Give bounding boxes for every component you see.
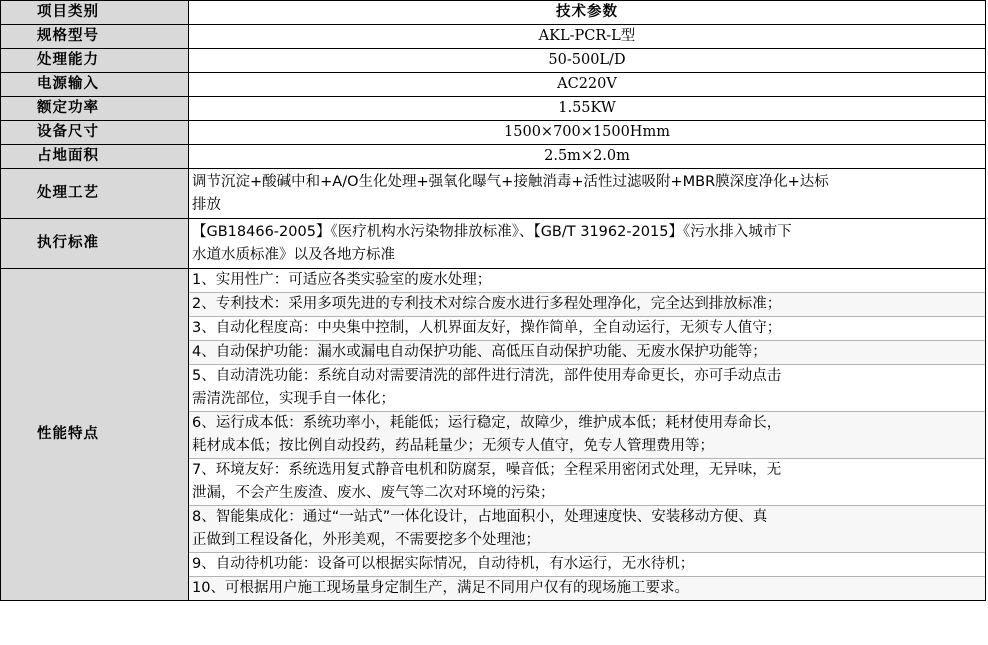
spec-row-rated-power xyxy=(1,97,986,121)
row-key: 规格型号 xyxy=(1,25,189,49)
process-line: 调节沉淀+酸碱中和+A/O生化处理+强氧化曝气+接触消毒+活性过滤吸附+MBR膜深度净化+达标 xyxy=(192,173,829,190)
feature-line: 1、实用性广：可适应各类实验室的废水处理； xyxy=(192,272,492,288)
feature-line: 5、自动清洗功能：系统自动对需要清洗的部件进行清洗，部件使用寿命更长，亦可手动点击 xyxy=(192,368,782,384)
row-key: 设备尺寸 xyxy=(1,121,189,145)
row-value: AKL-PCR-L型 xyxy=(189,25,986,49)
feature-item xyxy=(189,412,985,459)
row-value: 1.55KW xyxy=(189,97,986,121)
row-value: 1500×700×1500Hmm xyxy=(189,121,986,145)
feature-line: 6、运行成本低：系统功率小，耗能低；运行稳定，故障少，维护成本低；耗材使用寿命长， xyxy=(192,415,782,431)
spec-row-capacity xyxy=(1,49,986,73)
feature-item xyxy=(189,365,985,412)
spec-row-process xyxy=(1,169,986,219)
spec-row-dimensions xyxy=(1,121,986,145)
standard-value xyxy=(189,219,986,269)
row-key: 处理能力 xyxy=(1,49,189,73)
feature-line: 10、可根据用户施工现场量身定制生产，满足不同用户仅有的现场施工要求。 xyxy=(192,580,689,596)
spec-row-model xyxy=(1,25,986,49)
spec-row-footprint xyxy=(1,145,986,169)
feature-line: 4、自动保护功能：漏水或漏电自动保护功能、高低压自动保护功能、无废水保护功能等； xyxy=(192,344,767,360)
feature-line: 正做到工程设备化，外形美观，不需要挖多个处理池； xyxy=(192,532,540,548)
row-key: 占地面积 xyxy=(1,145,189,169)
feature-line: 需清洗部位，实现手自一体化； xyxy=(192,391,395,407)
spec-row-power-input xyxy=(1,73,986,97)
features-value xyxy=(189,269,986,601)
row-key: 性能特点 xyxy=(1,269,189,601)
feature-line: 7、环境友好：系统选用复式静音电机和防腐泵，噪音低；全程采用密闭式处理，无异味，无 xyxy=(192,462,782,478)
feature-line: 3、自动化程度高：中央集中控制，人机界面友好，操作简单，全自动运行，无须专人值守； xyxy=(192,320,782,336)
spec-row-features xyxy=(1,269,986,601)
feature-line: 8、智能集成化：通过“一站式”一体化设计，占地面积小，处理速度快、安装移动方便、真 xyxy=(192,509,768,525)
row-value: 2.5m×2.0m xyxy=(189,145,986,169)
standard-line: 【GB18466-2005】《医疗机构水污染物排放标准》、【GB/T 31962-2015】《污水排入城市下 xyxy=(192,223,792,240)
standard-line: 水道水质标准》以及各地方标准 xyxy=(192,246,395,263)
feature-line: 泄漏，不会产生废渣、废水、废气等二次对环境的污染； xyxy=(192,485,555,501)
header-row xyxy=(1,1,986,25)
feature-item xyxy=(189,293,985,317)
row-key: 执行标准 xyxy=(1,219,189,269)
process-value xyxy=(189,169,986,219)
row-key: 额定功率 xyxy=(1,97,189,121)
row-value: AC220V xyxy=(189,73,986,97)
feature-line: 9、自动待机功能：设备可以根据实际情况，自动待机，有水运行，无水待机； xyxy=(192,556,695,572)
feature-item xyxy=(189,506,985,553)
feature-line: 2、专利技术：采用多项先进的专利技术对综合废水进行多程处理净化，完全达到排放标准； xyxy=(192,296,782,312)
feature-line: 耗材成本低；按比例自动投药，药品耗量少；无须专人值守，免专人管理费用等； xyxy=(192,438,714,454)
row-key: 电源输入 xyxy=(1,73,189,97)
row-value: 50-500L/D xyxy=(189,49,986,73)
spec-row-standard xyxy=(1,219,986,269)
row-key: 处理工艺 xyxy=(1,169,189,219)
feature-item xyxy=(189,317,985,341)
feature-item xyxy=(189,341,985,365)
feature-item xyxy=(189,577,985,600)
header-key: 项目类别 xyxy=(1,1,189,25)
feature-item xyxy=(189,459,985,506)
header-value: 技术参数 xyxy=(189,1,986,25)
feature-item xyxy=(189,553,985,577)
feature-item xyxy=(189,269,985,293)
process-line: 排放 xyxy=(192,196,221,213)
